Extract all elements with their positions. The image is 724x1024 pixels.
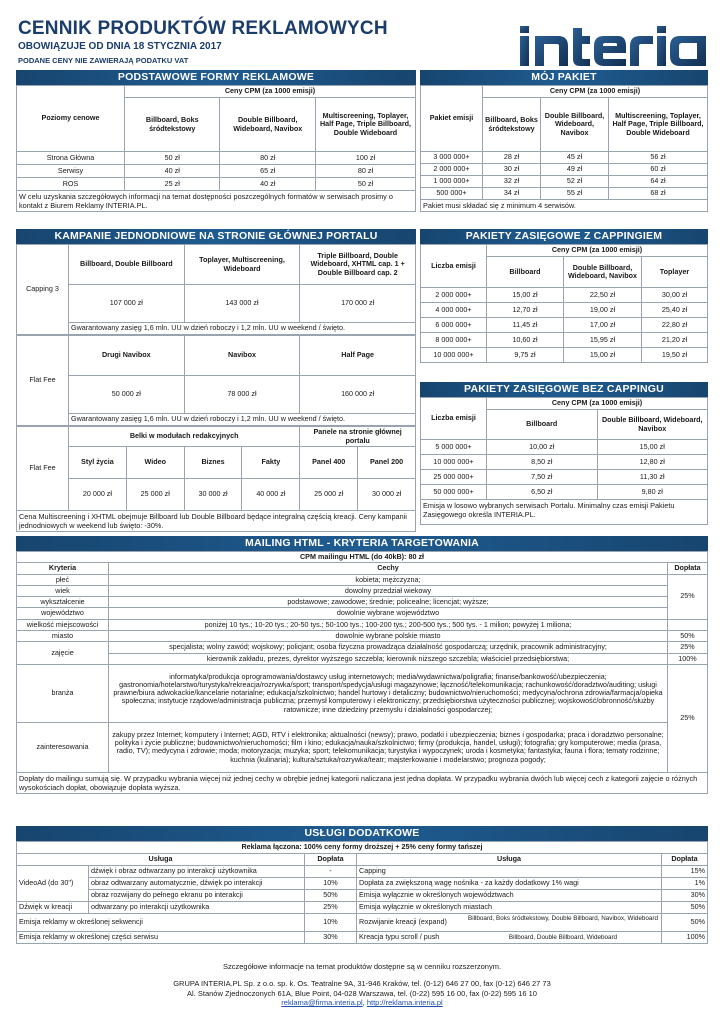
col-header: Double Billboard, Wideboard, Navibox: [220, 98, 315, 152]
table-row: ROS 25 zł 40 zł 50 zł: [17, 178, 416, 191]
kampanie-moduly-table: Flat Fee Belki w modułach redakcyjnych Panele na stronie głównej portalu Styl życia Wideo Biznes Fakty Panel 400 Panel 200 20 000 zł 25 000 zł 30 000 zł 40 000 zł 25 000 zł 30 000 zł: [16, 426, 416, 511]
table-row: 50 000 000+ 6,50 zł 9,80 zł: [421, 485, 708, 500]
footer-links: reklama@firma.interia.pl, http://reklama.interia.pl: [281, 998, 443, 1008]
bez-capping-section: [420, 382, 708, 525]
table-row: 10 000 000+ 8,50 zł 12,80 zł: [421, 455, 708, 470]
section-title: MAILING HTML - KRYTERIA TARGETOWANIA: [16, 536, 708, 551]
effective-date: OBOWIĄZUJE OD DNIA 18 STYCZNIA 2017: [18, 41, 222, 52]
bez-capping-table: Liczba emisji Ceny CPM (za 1000 emisji) Billboard Double Billboard, Wideboard, Navibox 5 000 000+ 10,00 zł 15,00 zł 10 000 000+ 8,50 zł 12,80 zł 25 000 000+ 7,50 zł 11,30 zł 50 000 000+ 6,50 zł 9,80 zł: [420, 397, 708, 500]
table-row: 1 000 000+ 32 zł 52 zł 64 zł: [421, 176, 708, 188]
section-title: PODSTAWOWE FORMY REKLAMOWE: [16, 70, 416, 85]
podstawowe-note: W celu uzyskania szczegółowych informacji na temat dostępności poszczególnych formatów w serwisach prosimy o kontakt z Biurem Reklamy INTERIA.PL.: [16, 191, 416, 212]
capping-section: [420, 229, 708, 363]
bez-capping-note: Emisja w losowo wybranych serwisach Portalu. Minimalny czas emisji Pakietu Zasięgowego określa INTERIA.PL.: [420, 500, 708, 525]
website-link[interactable]: http://reklama.interia.pl: [366, 998, 443, 1008]
table-row: 500 000+ 34 zł 55 zł 68 zł: [421, 188, 708, 200]
footer-info: Szczegółowe informacje na temat produktów dostępne są w cenniku rozszerzonym.: [222, 962, 502, 971]
table-row: obraz rozwijany do pełnego ekranu po interakcji 50% Emisja wyłącznie w określonych województwach 30%: [17, 890, 708, 902]
table-row: 3 000 000+ 28 zł 45 zł 56 zł: [421, 152, 708, 164]
section-title: PAKIETY ZASIĘGOWE BEZ CAPPINGU: [420, 382, 708, 397]
email-link[interactable]: reklama@firma.interia.pl: [281, 998, 363, 1008]
page-footer: [16, 962, 708, 1008]
header-cell: Poziomy cenowe: [17, 86, 125, 152]
vat-note: PODANE CENY NIE ZAWIERAJĄ PODATKU VAT: [18, 56, 189, 65]
kampanie-capping-table: Capping 3 Billboard, Double Billboard Toplayer, Multiscreening, Wideboard Triple Billboard, Double Wideboard, XHTML cap. 1 + Double Billboard cap. 2 107 000 zł 143 000 zł 170 000 zł Gwarantowany zasięg 1,6 mln. UU w dzień roboczy i 1,2 mln. UU w weekend / święto.: [16, 244, 416, 335]
table-row: 2 000 000+ 15,00 zł 22,50 zł 30,00 zł: [421, 288, 708, 303]
table-row: 25 000 000+ 7,50 zł 11,30 zł: [421, 470, 708, 485]
section-title: PAKIETY ZASIĘGOWE Z CAPPINGIEM: [420, 229, 708, 244]
footer-address: GRUPA INTERIA.PL Sp. z o.o. sp. k. Os. Teatralne 9A, 31-946 Kraków, tel. (0-12) 646 27 00, fax (0-12) 646 27 73: [173, 978, 551, 988]
page-title: CENNIK PRODUKTÓW REKLAMOWYCH: [18, 18, 388, 39]
pakiet-table: Pakiet emisji Ceny CPM (za 1000 emisji) Billboard, Boks śródtekstowy Double Billboard, Wideboard, Navibox Multiscreening, Toplayer, Half Page, Triple Billboard, Double Wideboard 3 000 000+ 28 zł 45 zł 56 zł 2 000 000+ 30 zł 49 zł 60 zł 1 000 000+ 32 zł 52 zł 64 zł 500 000+ 34 zł 55 zł 68 zł: [420, 85, 708, 200]
interia-logo: [518, 24, 708, 68]
podstawowe-section: [16, 70, 416, 212]
col-header: Billboard, Boks śródtekstowy: [125, 98, 220, 152]
footer-address: Al. Stanów Zjednoczonych 61A, Blue Point, 04-028 Warszawa, tel. (0-22) 595 16 00, fax (0-22) 595 16 10: [187, 988, 537, 998]
kampanie-flat-table: Flat Fee Drugi Navibox Navibox Half Page 50 000 zł 78 000 zł 160 000 zł Gwarantowany zasięg 1,6 mln. UU w dzień roboczy i 1,2 mln. UU w weekend / święto.: [16, 335, 416, 426]
kampanie-section: [16, 229, 416, 532]
section-title: KAMPANIE JEDNODNIOWE NA STRONIE GŁÓWNEJ PORTALU: [16, 229, 416, 244]
table-row: 10 000 000+ 9,75 zł 15,00 zł 19,50 zł: [421, 348, 708, 363]
table-row: Dźwięk w kreacji odtwarzany po interakcji użytkownika 25% Emisja wyłącznie w określonych miastach 50%: [17, 902, 708, 914]
table-row: 2 000 000+ 30 zł 49 zł 60 zł: [421, 164, 708, 176]
moj-pakiet-section: [420, 70, 708, 212]
table-row: 5 000 000+ 10,00 zł 15,00 zł: [421, 440, 708, 455]
table-row: obraz odtwarzany automatycznie, dźwięk po interakcji 10% Dopłata za zwiększoną wagę nośnika - za każdy dodatkowy 1% wagi 1%: [17, 878, 708, 890]
section-title: MÓJ PAKIET: [420, 70, 708, 85]
table-row: 4 000 000+ 12,70 zł 19,00 zł 25,40 zł: [421, 303, 708, 318]
kampanie-note: Cena Multiscreening i XHTML obejmuje Billboard lub Double Billboard będące integralną częścią kreacji. Ceny kampanii jednodniowych w weekend lub święto: -30%.: [16, 511, 416, 532]
podstawowe-table: [16, 85, 416, 191]
capping-table: Liczba emisji Ceny CPM (za 1000 emisji) Billboard Double Billboard, Wideboard, Navibox Toplayer 2 000 000+ 15,00 zł 22,50 zł 30,00 zł 4 000 000+ 12,70 zł 19,00 zł 25,40 zł 6 000 000+ 11,45 zł 17,00 zł 22,80 zł 8 000 000+ 10,60 zł 15,95 zł 21,20 zł 10 000 000+ 9,75 zł 15,00 zł 19,50 zł: [420, 244, 708, 363]
table-row: Emisja reklamy w określonej sekwencji 10% Rozwijanie kreacji (expand) Billboard, Boks śródtekstowy, Double Billboard, Navibox, Wideboard 50%: [17, 914, 708, 932]
mailing-table: CPM mailingu HTML (do 40kB): 80 zł Kryteria Cechy Dopłata płeć kobieta; mężczyzna; 25% wiek dowolny przedział wiekowy wykształcenie podstawowe; zawodowe; średnie; policealne; licencjat; wyższe; województwo dowolnie wybrane województwo wielkość miejscowości poniżej 10 tys.; 10-20 tys.; 20-50 tys.; 50-100 tys.; 100-200 tys.; 200-500 tys.; 500 tys. - 1 milion; powyżej 1 miliona; miasto dowolnie wybrane polskie miasto 50% zajęcie specjalista; wolny zawód; wojskowy; policjant; osoba fizyczna prowadząca działalność gospodarczą; urzędnik, pracownik administracyjny; 25% kierownik zakładu, prezes, dyrektor wyższego szczebla; kierownik niższego szczebla; właściciel przedsiębiorstwa; 100% branża informatyka/produkcja oprogramowania/dostawcy usług internetowych; media/wydawnictwa/poligrafia; finanse/bankowość/ubezpieczenia; gastronomia/hotelarstwo/turystyka/rekreacja/rozrywka/sport; transport/spedycja/usługi magazynowe; łączność/telekomunikacja; rachunkowość/doradztwo/auditing; usługi prawne/biura adwokackie/kancelarie notarialne; edukacja/szkolnictwo; handel hurtowy i detaliczny; budownictwo/nieruchomości; medycyna/ochrona zdrowia/farmacja/opieka społeczna; instytucje rządowe/administracja publiczna; przemysł komputerowy i elektroniczny; przedsiębiorstwa użyteczności publicznej; wojskowość/obronność/służby ratownicze; inne dziedziny przemysłu i działalności gospodarczej; 25% zainteresowania zakupy przez Internet; komputery i Internet; AGD, RTV i elektronika; aktualności (newsy); prawo, podatki i ubezpieczenia; biznes i gospodarka; praca i doradztwo personalne; polityka i życie publiczne; budownictwo/nieruchomości; film i kino; edukacja/nauka/szkolnictwo; firmy (produkcja, handel, usługi); fotografia; gry komputerowe; media (prasa, radio, TV); medycyna i zdrowie; moda; motoryzacja; muzyka; sport; telekomunikacja; turystyka i wypoczynek; uroda i kosmetyka; fantastyka; fauna i flora; tematy rodzinne; kuchnia (kulinaria); kultura/sztuka/rozrywka/teatr; majsterkowanie i modelarstwo; prognoza pogody;: [16, 551, 708, 773]
table-row: VideoAd (do 30") dźwięk i obraz odtwarzany po interakcji użytkownika - Capping 15%: [17, 866, 708, 878]
mailing-section: [16, 536, 708, 794]
page-header: [16, 14, 708, 70]
table-row: Serwisy 40 zł 65 zł 80 zł: [17, 165, 416, 178]
pakiet-note: Pakiet musi składać się z minimum 4 serwisów.: [420, 200, 708, 212]
section-title: USŁUGI DODATKOWE: [16, 826, 708, 841]
mailing-note: Dopłaty do mailingu sumują się. W przypadku wybrania więcej niż jednej cechy w obrębie jednej kategorii naliczana jest jedna dopłata. W przypadku wybrania dwóch lub więcej cech z kategorii zajęcie o różnych wysokościach dopłat, obowiązuje dopłata wyższa.: [16, 773, 708, 794]
col-header: Multiscreening, Toplayer, Half Page, Triple Billboard, Double Wideboard: [315, 98, 415, 152]
table-row: Emisja reklamy w określonej części serwisu 30% Kreacja typu scroll / push Billboard, Double Billboard, Wideboard 100%: [17, 932, 708, 944]
cpm-header: Ceny CPM (za 1000 emisji): [125, 86, 416, 98]
table-row: 8 000 000+ 10,60 zł 15,95 zł 21,20 zł: [421, 333, 708, 348]
table-row: Strona Główna 50 zł 80 zł 100 zł: [17, 152, 416, 165]
uslugi-table: Reklama łączona: 100% ceny formy droższej + 25% ceny formy tańszej Usługa Dopłata Usługa Dopłata VideoAd (do 30") dźwięk i obraz odtwarzany po interakcji użytkownika - Capping 15% obraz odtwarzany automatycznie, dźwięk po interakcji 10% Dopłata za zwiększoną wagę nośnika - za każdy dodatkowy 1% wagi 1% obraz rozwijany do pełnego ekranu po interakcji 50% Emisja wyłącznie w określonych województwach 30% Dźwięk w kreacji odtwarzany po interakcji użytkownika 25% Emisja wyłącznie w określonych miastach 50% Emisja reklamy w określonej sekwencji 10% Rozwijanie kreacji (expand) Billboard, Boks śródtekstowy, Double Billboard, Navibox, Wideboard 50% Emisja reklamy w określonej części serwisu 30% Kreacja typu scroll / push Billboard, Double Billboard, Wideboard 100%: [16, 841, 708, 944]
uslugi-section: [16, 826, 708, 944]
table-row: 6 000 000+ 11,45 zł 17,00 zł 22,80 zł: [421, 318, 708, 333]
